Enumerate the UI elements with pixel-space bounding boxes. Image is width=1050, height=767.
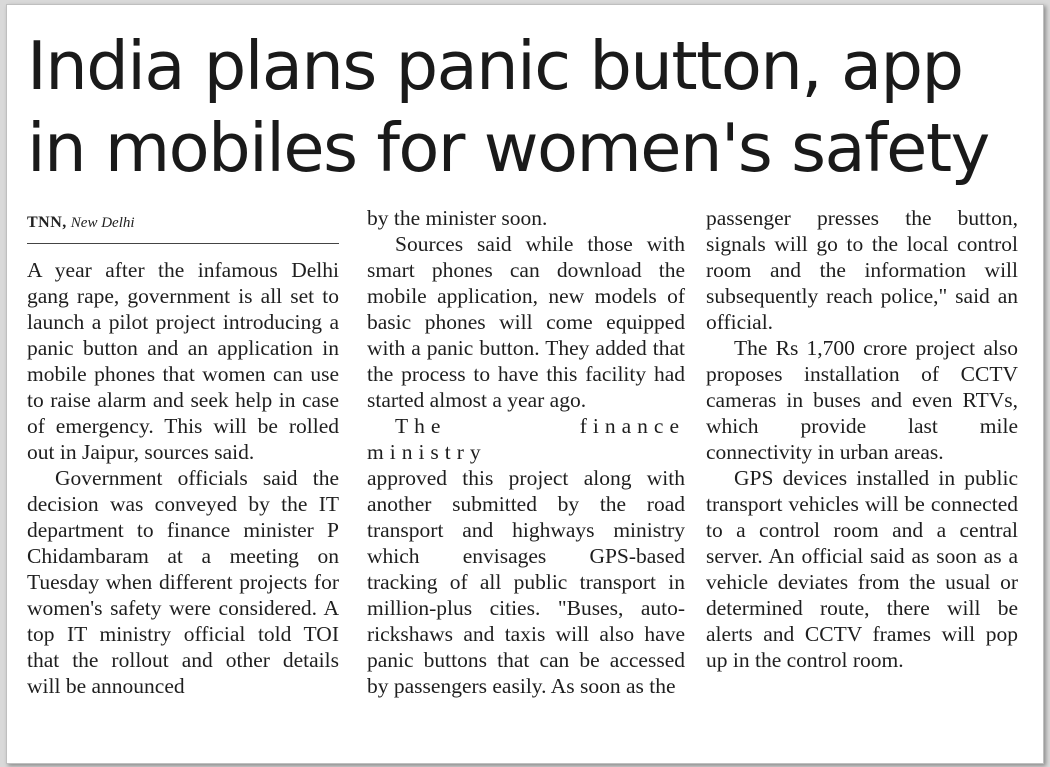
paragraph: Government officials said the decision was conveyed by the IT department to finance minister P Chidambaram at a meeting on Tuesday when different projects for women's safety were considered. A top IT ministry official told TOI that the rollout and other details will be announced — [27, 466, 339, 698]
article-column-1 — [27, 257, 339, 699]
paragraph: A year after the infamous Delhi gang rape, government is all set to launch a pilot project introducing a panic button and an application in mobile phones that women can use to raise alarm and seek help in case of emergency. This will be rolled out in Jaipur, sources said. — [27, 258, 339, 464]
paragraph: by the minister soon. — [367, 206, 548, 230]
paragraph: passenger presses the button, signals will go to the local control room and the information will subsequently reach police," said an official. — [706, 206, 1018, 334]
byline — [27, 214, 339, 232]
paragraph: The Rs 1,700 crore project also proposes installation of CCTV cameras in buses and even RTVs, which provide last mile connectivity in urban areas. — [706, 336, 1018, 464]
byline-place: New Delhi — [70, 215, 135, 231]
article-column-3 — [706, 205, 1018, 673]
paragraph: GPS devices installed in public transport vehicles will be connected to a control room and a central server. An official said as soon as a vehicle deviates from the usual or determined route, there will be alerts and CCTV frames will pop up in the control room. — [706, 466, 1018, 672]
byline-agency: TNN, — [27, 214, 67, 231]
paragraph-lead: The finance ministry — [367, 414, 685, 464]
paragraph: Sources said while those with smart phones can download the mobile application, new models of basic phones will come equipped with a panic button. They added that the process to have this facility had started almost a year ago. — [367, 232, 685, 412]
paragraph: approved this project along with another submitted by the road transport and highways ministry which envisages GPS-based tracking of all public transport in million-plus cities. "Buses, auto-rickshaws and taxis will also have panic buttons that can be accessed by passengers easily. As soon as the — [367, 466, 685, 698]
byline-rule — [27, 243, 339, 244]
newspaper-clipping — [6, 4, 1044, 764]
article-column-2 — [367, 205, 685, 699]
headline: India plans panic button, app in mobiles for women's safety — [27, 27, 989, 187]
